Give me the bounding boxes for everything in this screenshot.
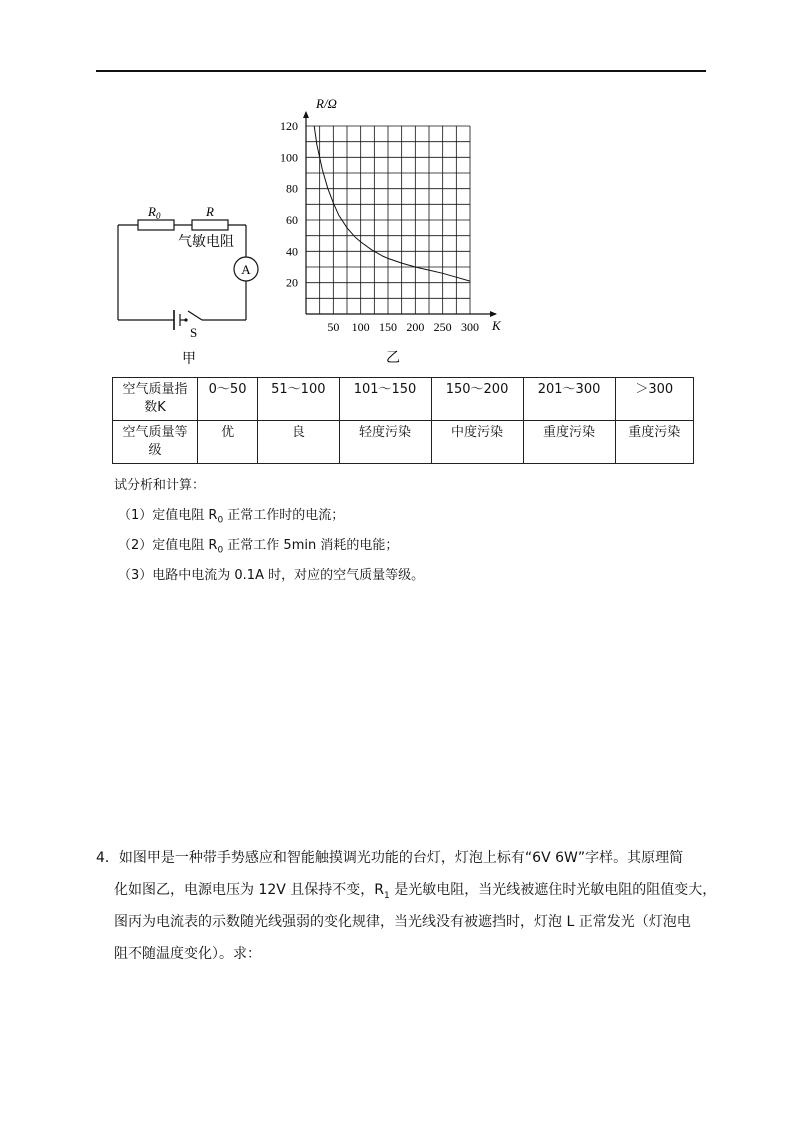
- question-2: （2）定值电阻 $R_0$ 正常工作 5min 消耗的电能；: [118, 538, 399, 556]
- x-tick-label: 50: [327, 320, 340, 334]
- r-label: R: [206, 204, 214, 219]
- table-cell: 良: [258, 421, 339, 464]
- problem4-line3: 图丙为电流表的示数随光线强弱的变化规律，当光线没有被遮挡时，灯泡 L 正常发光（灯泡电: [114, 914, 691, 930]
- resistance-chart: [270, 92, 520, 372]
- y-tick-label: 60: [286, 213, 298, 227]
- problem4-line2: 化如图乙，电源电压为 12V 且保持不变，$R_1$ 是光敏电阻，当光线被遮住时光敏电阻的阻值变大，: [114, 882, 717, 901]
- sensor-label: 气敏电阻: [178, 234, 234, 250]
- x-axis-arrow-icon: [490, 311, 497, 317]
- table-cell: 51～100: [258, 378, 339, 421]
- caption-jia: 甲: [182, 351, 196, 367]
- y-tick-label: 20: [286, 275, 298, 290]
- switch-label: S: [190, 325, 198, 340]
- table-header-grade: 空气质量等级: [113, 421, 198, 464]
- table-cell: 201～300: [523, 378, 615, 421]
- r0-label: $R_0$: [148, 204, 161, 221]
- table-cell: 150～200: [431, 378, 523, 421]
- y-axis-arrow-icon: [303, 111, 309, 118]
- air-quality-table: [112, 377, 694, 464]
- caption-yi: 乙: [386, 350, 400, 366]
- table-cell: ＞300: [615, 378, 693, 421]
- x-tick-label: 100: [351, 320, 370, 334]
- header-rule: [96, 70, 706, 72]
- table-cell: 0～50: [198, 378, 258, 421]
- y-axis-label: R/Ω: [316, 96, 337, 111]
- table-cell: 重度污染: [523, 421, 615, 464]
- x-tick-label: 200: [406, 320, 425, 334]
- y-tick-label: 100: [280, 150, 298, 165]
- r-resistor: [192, 220, 228, 230]
- table-cell: 中度污染: [431, 421, 523, 464]
- table-header-index: 空气质量指数K: [113, 378, 198, 421]
- switch-icon: [188, 311, 202, 320]
- resistance-curve: [314, 126, 470, 281]
- question-3: （3）电路中电流为 0.1A 时，对应的空气质量等级。: [118, 568, 425, 583]
- problem4-line1: 4．如图甲是一种带手势感应和智能触摸调光功能的台灯，灯泡上标有“6V 6W”字样。其原理简: [96, 850, 684, 866]
- x-tick-label: 150: [379, 320, 397, 334]
- questions-intro: 试分析和计算：: [114, 478, 206, 493]
- y-tick-label: 120: [280, 119, 298, 133]
- table-row: [113, 421, 694, 464]
- table-cell: 重度污染: [615, 421, 693, 464]
- x-tick-label: 300: [461, 320, 479, 334]
- x-axis-label: K: [492, 318, 501, 333]
- y-tick-label: 80: [286, 181, 298, 196]
- table-cell: 优: [198, 421, 258, 464]
- x-tick-label: 250: [433, 320, 452, 334]
- r0-resistor: [138, 220, 174, 230]
- table-cell: 101～150: [339, 378, 431, 421]
- circuit-diagram: [110, 195, 270, 370]
- table-cell: 轻度污染: [339, 421, 431, 464]
- ammeter-label: A: [241, 262, 251, 277]
- problem4-line4: 阻不随温度变化）。求：: [114, 946, 261, 962]
- question-1: （1）定值电阻 $R_0$ 正常工作时的电流；: [118, 508, 345, 526]
- table-row: [113, 378, 694, 421]
- y-tick-label: 40: [286, 244, 298, 259]
